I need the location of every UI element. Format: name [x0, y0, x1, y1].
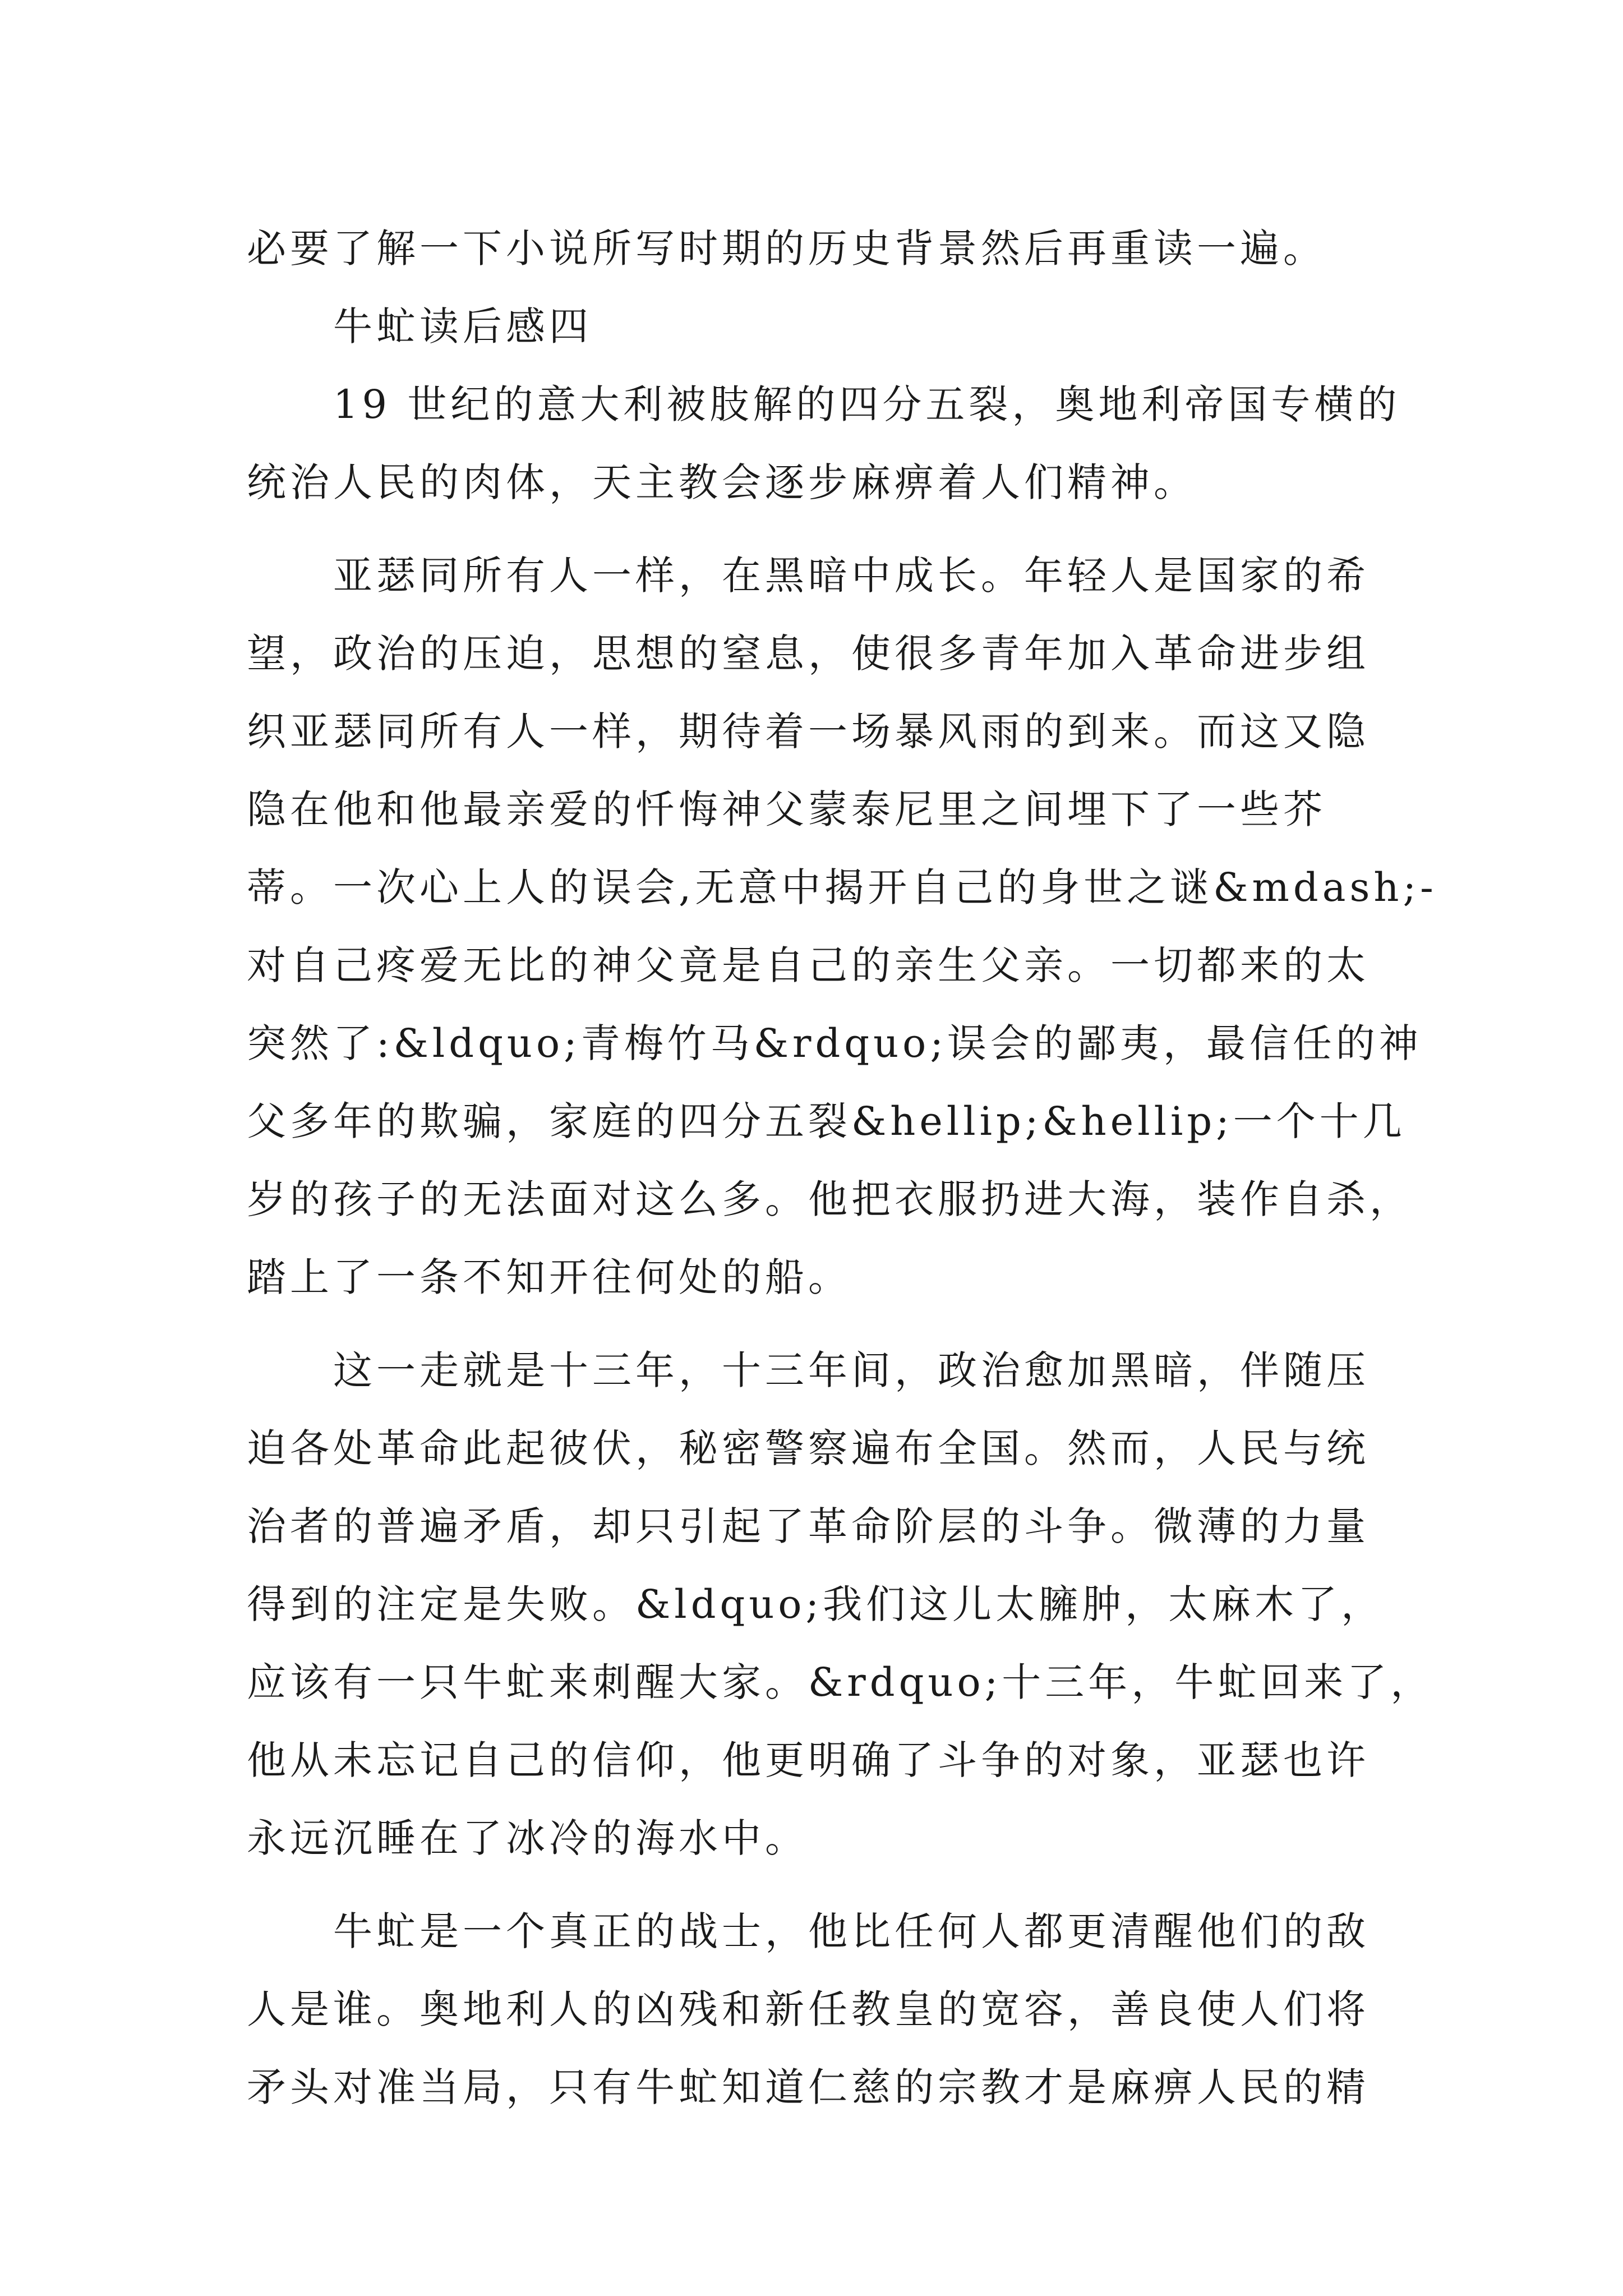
text-line: 永远沉睡在了冰冷的海水中。: [247, 1815, 808, 1861]
text-line: 19 世纪的意大利被肢解的四分五裂，奥地利帝国专横的: [333, 381, 1401, 427]
text-line: 织亚瑟同所有人一样，期待着一场暴风雨的到来。而这又隐: [247, 708, 1370, 754]
text-line: 亚瑟同所有人一样，在黑暗中成长。年轻人是国家的希: [333, 553, 1370, 599]
text-line: 这一走就是十三年，十三年间，政治愈加黑暗，伴随压: [333, 1347, 1370, 1393]
text-line: 父多年的欺骗，家庭的四分五裂&hellip;&hellip;一个十几: [247, 1098, 1406, 1144]
text-line: 矛头对准当局，只有牛虻知道仁慈的宗教才是麻痹人民的精: [247, 2064, 1370, 2110]
text-line: 得到的注定是失败。&ldquo;我们这儿太臃肿，太麻木了，: [247, 1581, 1385, 1627]
text-line: 踏上了一条不知开往何处的船。: [247, 1254, 851, 1300]
text-line: 迫各处革命此起彼伏，秘密警察遍布全国。然而，人民与统: [247, 1425, 1370, 1471]
text-line: 隐在他和他最亲爱的忏悔神父蒙泰尼里之间埋下了一些芥: [247, 786, 1326, 832]
text-line: 岁的孩子的无法面对这么多。他把衣服扔进大海，装作自杀，: [247, 1176, 1413, 1222]
text-line: 对自己疼爱无比的神父竟是自己的亲生父亲。一切都来的太: [247, 942, 1370, 988]
section-heading: 牛虻读后感四: [333, 303, 592, 349]
text-line: 蒂。一次心上人的误会,无意中揭开自己的身世之谜&mdash;-: [247, 864, 1437, 910]
text-line: 他从未忘记自己的信仰，他更明确了斗争的对象，亚瑟也许: [247, 1737, 1370, 1783]
text-line: 突然了:&ldquo;青梅竹马&rdquo;误会的鄙夷，最信任的神: [247, 1020, 1422, 1066]
text-line: 治者的普遍矛盾，却只引起了革命阶层的斗争。微薄的力量: [247, 1503, 1370, 1549]
text-line: 统治人民的肉体，天主教会逐步麻痹着人们精神。: [247, 459, 1197, 505]
document-text: [247, 210, 1437, 2127]
text-line: 望，政治的压迫，思想的窒息，使很多青年加入革命进步组: [247, 631, 1370, 677]
text-line: 牛虻是一个真正的战士，他比任何人都更清醒他们的敌: [333, 1908, 1370, 1954]
text-line: 必要了解一下小说所写时期的历史背景然后再重读一遍。: [247, 226, 1326, 272]
text-line: 人是谁。奥地利人的凶残和新任教皇的宽容，善良使人们将: [247, 1986, 1370, 2032]
text-line: 应该有一只牛虻来刺醒大家。&rdquo;十三年，牛虻回来了，: [247, 1659, 1434, 1705]
